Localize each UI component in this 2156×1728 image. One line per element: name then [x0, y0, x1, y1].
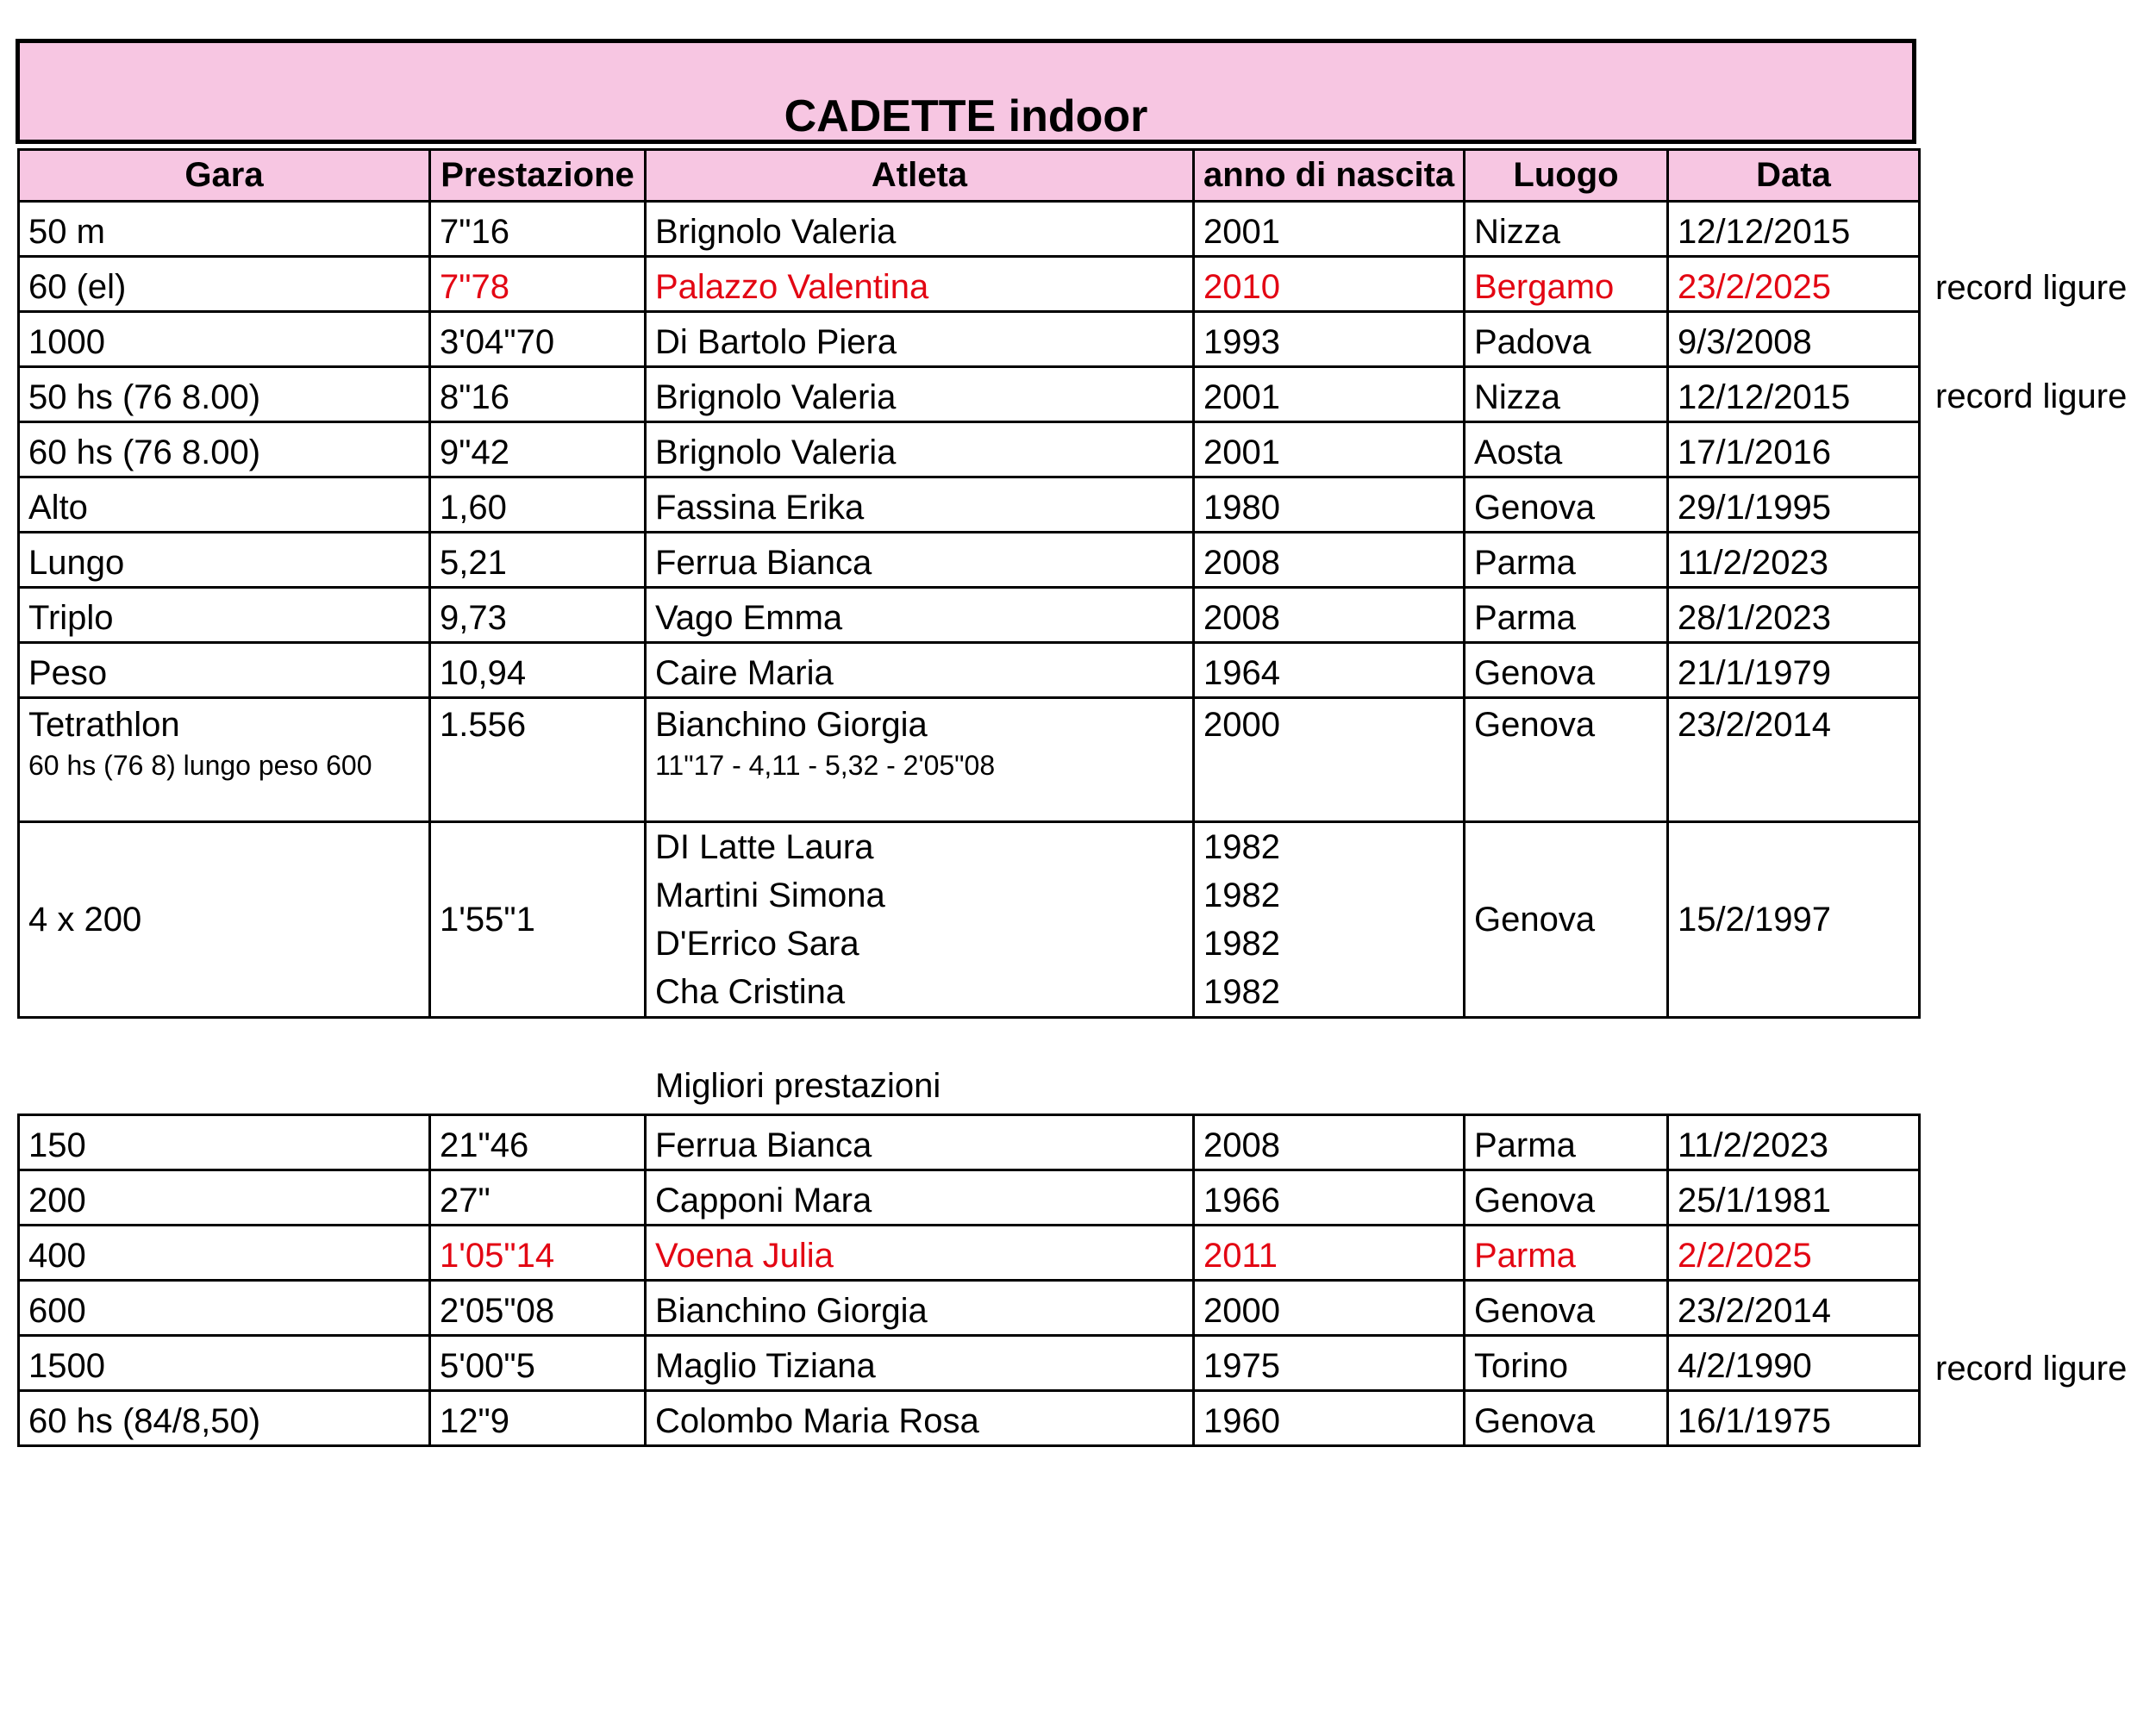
title-box	[16, 39, 1916, 144]
cell-atleta: Ferrua Bianca	[646, 533, 1194, 588]
table-row	[19, 257, 1920, 312]
table-row	[19, 1281, 1920, 1336]
cell-data: 12/12/2015	[1668, 202, 1920, 257]
cell-luogo: Parma	[1465, 1115, 1668, 1170]
cell-luogo: Parma	[1465, 1226, 1668, 1281]
tetrathlon-events: 60 hs (76 8) lungo peso 600	[28, 750, 372, 781]
cell-prestazione: 1'05"14	[430, 1226, 646, 1281]
cell-atleta: Palazzo Valentina	[646, 257, 1194, 312]
table-row	[19, 202, 1920, 257]
cell-atleta: Voena Julia	[646, 1226, 1194, 1281]
cell-gara: Triplo	[19, 588, 430, 643]
cell-luogo: Aosta	[1465, 422, 1668, 477]
cell-atleta: Brignolo Valeria	[646, 422, 1194, 477]
cell-anno: 1964	[1194, 643, 1465, 698]
best-performances-table	[17, 1114, 1921, 1447]
cell-gara: 50 m	[19, 202, 430, 257]
cell-prestazione: 5,21	[430, 533, 646, 588]
cell-anno: 1966	[1194, 1170, 1465, 1226]
cell-gara: 1000	[19, 312, 430, 367]
table-row	[19, 477, 1920, 533]
table-row	[19, 1170, 1920, 1226]
cell-prestazione: 9"42	[430, 422, 646, 477]
cell-data: 23/2/2025	[1668, 257, 1920, 312]
table-row	[19, 1391, 1920, 1446]
table-row	[19, 533, 1920, 588]
table-row	[19, 588, 1920, 643]
header-atleta: Atleta	[646, 150, 1194, 202]
cell-gara: 400	[19, 1226, 430, 1281]
note-record-ligure: record ligure	[1935, 377, 2128, 415]
cell-gara: 60 (el)	[19, 257, 430, 312]
cell-gara: 150	[19, 1115, 430, 1170]
cell-luogo: Genova	[1465, 1170, 1668, 1226]
cell-data: 17/1/2016	[1668, 422, 1920, 477]
page-title: CADETTE indoor	[784, 91, 1148, 141]
cell-atleta: Brignolo Valeria	[646, 202, 1194, 257]
cell-gara: Peso	[19, 643, 430, 698]
cell-atleta: Brignolo Valeria	[646, 367, 1194, 422]
header-luogo: Luogo	[1465, 150, 1668, 202]
table-row	[19, 422, 1920, 477]
cell-atleta: Colombo Maria Rosa	[646, 1391, 1194, 1446]
cell-data: 2/2/2025	[1668, 1226, 1920, 1281]
header-anno: anno di nascita	[1194, 150, 1465, 202]
cell-anno: 2001	[1194, 202, 1465, 257]
cell-prestazione: 7"78	[430, 257, 646, 312]
cell-prestazione: 8"16	[430, 367, 646, 422]
cell-data: 11/2/2023	[1668, 1115, 1920, 1170]
cell-anno: 2008	[1194, 588, 1465, 643]
cell-gara: 50 hs (76 8.00)	[19, 367, 430, 422]
cell-anno: 2000	[1194, 698, 1465, 822]
relay-year: 1982	[1203, 973, 1280, 1011]
cell-atleta: Ferrua Bianca	[646, 1115, 1194, 1170]
cell-atleta: Caire Maria	[646, 643, 1194, 698]
cell-gara: 600	[19, 1281, 430, 1336]
cell-prestazione: 21"46	[430, 1115, 646, 1170]
cell-luogo: Genova	[1465, 1281, 1668, 1336]
cell-data: 23/2/2014	[1668, 1281, 1920, 1336]
cell-prestazione: 3'04"70	[430, 312, 646, 367]
relay-athlete: Martini Simona	[655, 876, 885, 914]
cell-atleta: Vago Emma	[646, 588, 1194, 643]
table-row-tetrathlon	[19, 698, 1920, 822]
cell-luogo: Parma	[1465, 588, 1668, 643]
table-row-relay	[19, 822, 1920, 1018]
cell-anno: 1980	[1194, 477, 1465, 533]
header-gara: Gara	[19, 150, 430, 202]
relay-athlete: DI Latte Laura	[655, 828, 874, 866]
cell-prestazione: 9,73	[430, 588, 646, 643]
cell-luogo: Nizza	[1465, 202, 1668, 257]
cell-prestazione: 1.556	[430, 698, 646, 822]
cell-gara: 1500	[19, 1336, 430, 1391]
tetrathlon-label: Tetrathlon	[28, 706, 180, 744]
cell-anno: 2011	[1194, 1226, 1465, 1281]
cell-luogo: Genova	[1465, 822, 1668, 1018]
records-table	[17, 148, 1921, 1019]
cell-anno: 2008	[1194, 1115, 1465, 1170]
cell-data: 4/2/1990	[1668, 1336, 1920, 1391]
note-record-ligure: record ligure	[1935, 269, 2128, 307]
cell-anno: 2001	[1194, 367, 1465, 422]
cell-luogo: Torino	[1465, 1336, 1668, 1391]
cell-prestazione: 1'55"1	[430, 822, 646, 1018]
cell-anno: 1993	[1194, 312, 1465, 367]
header-prestazione: Prestazione	[430, 150, 646, 202]
tetrathlon-athlete: Bianchino Giorgia	[655, 706, 928, 744]
cell-gara: 60 hs (84/8,50)	[19, 1391, 430, 1446]
cell-data: 28/1/2023	[1668, 588, 1920, 643]
cell-atleta	[646, 698, 1194, 822]
cell-anno: 2008	[1194, 533, 1465, 588]
note-record-ligure: record ligure	[1935, 1350, 2128, 1388]
cell-gara: 60 hs (76 8.00)	[19, 422, 430, 477]
cell-luogo: Padova	[1465, 312, 1668, 367]
cell-data: 21/1/1979	[1668, 643, 1920, 698]
cell-prestazione: 27"	[430, 1170, 646, 1226]
relay-year: 1982	[1203, 876, 1280, 914]
cell-luogo: Parma	[1465, 533, 1668, 588]
cell-atleti	[646, 822, 1194, 1018]
cell-atleta: Maglio Tiziana	[646, 1336, 1194, 1391]
cell-anno: 1975	[1194, 1336, 1465, 1391]
cell-luogo: Genova	[1465, 1391, 1668, 1446]
relay-year: 1982	[1203, 925, 1280, 963]
cell-luogo: Bergamo	[1465, 257, 1668, 312]
header-data: Data	[1668, 150, 1920, 202]
cell-anno: 2001	[1194, 422, 1465, 477]
cell-data: 29/1/1995	[1668, 477, 1920, 533]
cell-data: 15/2/1997	[1668, 822, 1920, 1018]
cell-luogo: Genova	[1465, 477, 1668, 533]
cell-gara: 200	[19, 1170, 430, 1226]
cell-data: 25/1/1981	[1668, 1170, 1920, 1226]
table-row	[19, 367, 1920, 422]
table-row	[19, 1226, 1920, 1281]
relay-year: 1982	[1203, 828, 1280, 866]
cell-atleta: Capponi Mara	[646, 1170, 1194, 1226]
cell-gara: 4 x 200	[19, 822, 430, 1018]
cell-anno: 2010	[1194, 257, 1465, 312]
cell-luogo: Genova	[1465, 643, 1668, 698]
cell-gara	[19, 698, 430, 822]
cell-data: 16/1/1975	[1668, 1391, 1920, 1446]
section-label-best: Migliori prestazioni	[655, 1067, 941, 1105]
cell-data: 23/2/2014	[1668, 698, 1920, 822]
cell-prestazione: 1,60	[430, 477, 646, 533]
cell-prestazione: 10,94	[430, 643, 646, 698]
cell-atleta: Bianchino Giorgia	[646, 1281, 1194, 1336]
cell-gara: Alto	[19, 477, 430, 533]
cell-data: 9/3/2008	[1668, 312, 1920, 367]
cell-data: 12/12/2015	[1668, 367, 1920, 422]
cell-prestazione: 12"9	[430, 1391, 646, 1446]
table-row	[19, 312, 1920, 367]
cell-gara: Lungo	[19, 533, 430, 588]
cell-anno: 1960	[1194, 1391, 1465, 1446]
cell-prestazione: 2'05"08	[430, 1281, 646, 1336]
table-row	[19, 643, 1920, 698]
tetrathlon-splits: 11"17 - 4,11 - 5,32 - 2'05"08	[655, 750, 996, 781]
cell-prestazione: 7"16	[430, 202, 646, 257]
cell-luogo: Nizza	[1465, 367, 1668, 422]
cell-data: 11/2/2023	[1668, 533, 1920, 588]
relay-athlete: D'Errico Sara	[655, 925, 859, 963]
table-row	[19, 1336, 1920, 1391]
cell-atleta: Di Bartolo Piera	[646, 312, 1194, 367]
cell-anno: 2000	[1194, 1281, 1465, 1336]
table-row	[19, 1115, 1920, 1170]
relay-athlete: Cha Cristina	[655, 973, 846, 1011]
cell-atleta: Fassina Erika	[646, 477, 1194, 533]
cell-luogo: Genova	[1465, 698, 1668, 822]
header-row	[19, 150, 1920, 202]
cell-prestazione: 5'00"5	[430, 1336, 646, 1391]
cell-anni	[1194, 822, 1465, 1018]
